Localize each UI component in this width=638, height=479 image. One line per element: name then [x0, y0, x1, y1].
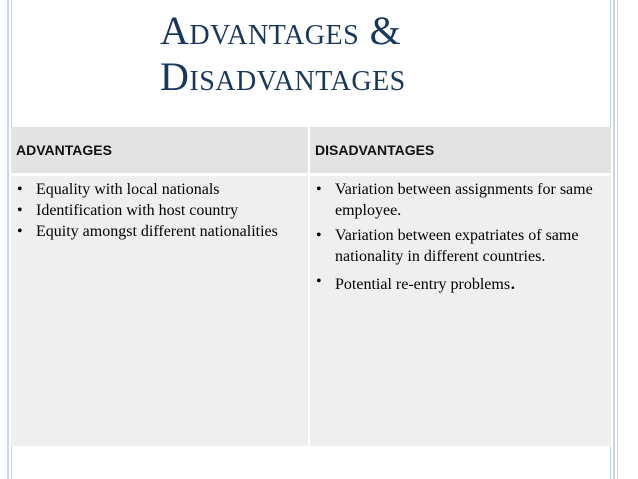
left-decorative-rule [7, 0, 9, 479]
slide-title-line-2: Disadvantages [160, 54, 406, 99]
advantages-list [15, 179, 304, 242]
advantages-header: ADVANTAGES [11, 127, 309, 175]
disadvantages-list [314, 179, 607, 295]
comparison-table [11, 127, 611, 446]
slide-title [160, 8, 600, 100]
list-item: • Equality with local nationals [15, 179, 304, 200]
advantages-cell [11, 175, 309, 447]
list-item [314, 271, 607, 295]
list-item: • Identification with host country [15, 200, 304, 221]
trailing-period: . [510, 269, 516, 294]
disadvantages-cell [309, 175, 611, 447]
table-row [11, 175, 611, 447]
slide-title-line-1: Advantages & [160, 8, 402, 53]
right-decorative-rule-thick [613, 0, 615, 479]
disadvantages-header: DISADVANTAGES [309, 127, 611, 175]
table-header-row [11, 127, 611, 175]
list-item: • Variation between assignments for same employee. [314, 179, 607, 221]
list-item: • Variation between expatriates of same nationality in different countries. [314, 225, 607, 267]
list-item: • Equity amongst different nationalities [15, 221, 304, 242]
right-decorative-rule-outer [617, 0, 618, 479]
list-item-text: Potential re-entry problems [335, 276, 511, 293]
